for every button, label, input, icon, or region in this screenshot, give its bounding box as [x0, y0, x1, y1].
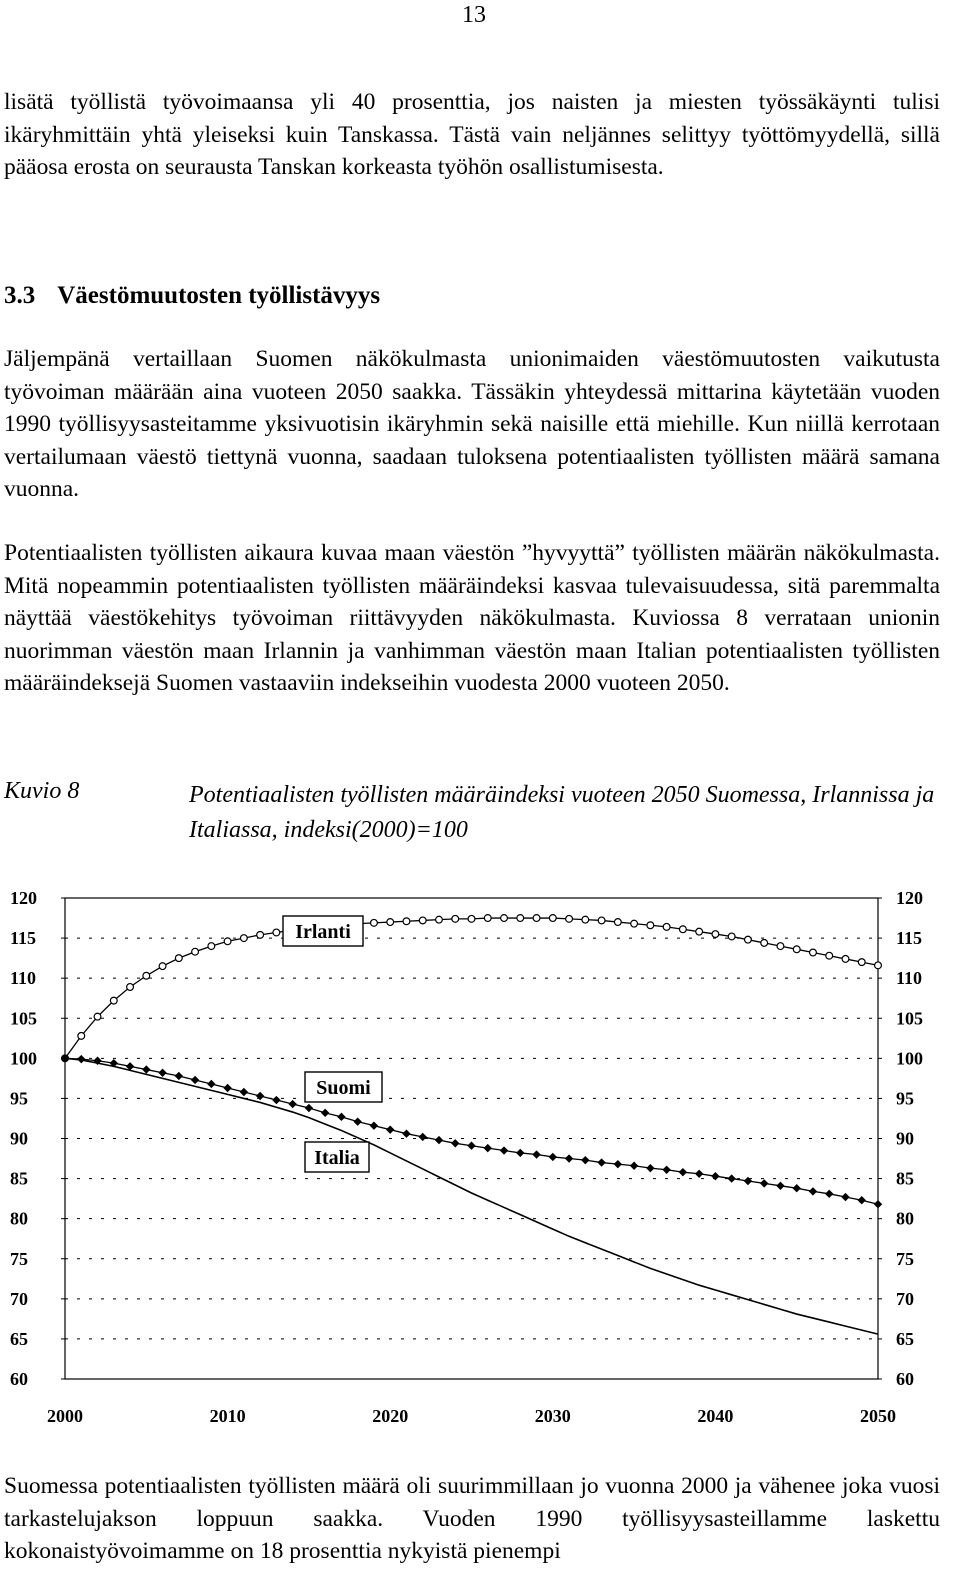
data-point-irlanti	[484, 915, 491, 922]
series-line-suomi	[65, 1058, 878, 1204]
y-tick-label-right: 75	[896, 1248, 914, 1269]
data-point-irlanti	[224, 938, 231, 945]
x-tick-label: 2020	[372, 1406, 409, 1426]
data-point-suomi	[451, 1139, 459, 1147]
y-tick-label-left: 115	[10, 928, 37, 949]
data-point-irlanti	[501, 915, 508, 922]
data-point-suomi	[809, 1187, 817, 1195]
data-point-suomi	[337, 1113, 345, 1121]
y-tick-label-right: 100	[896, 1048, 923, 1069]
data-point-irlanti	[614, 919, 621, 926]
y-tick-label-left: 100	[10, 1048, 37, 1069]
data-point-suomi	[614, 1160, 622, 1168]
data-point-suomi	[597, 1158, 605, 1166]
data-point-suomi	[841, 1193, 849, 1201]
y-tick-label-right: 80	[896, 1208, 914, 1229]
y-tick-label-right: 60	[896, 1369, 914, 1389]
page-number: 13	[462, 2, 486, 28]
data-point-suomi	[858, 1196, 866, 1204]
series-line-irlanti	[65, 918, 878, 1058]
y-tick-label-left: 110	[10, 968, 37, 989]
data-point-suomi	[711, 1172, 719, 1180]
section-heading	[4, 282, 380, 310]
intro-paragraph: lisätä työllistä työvoimaansa yli 40 prosenttia, jos naisten ja miesten työssäkäynti tulisi ikäryhmittäin yhtä yleiseksi kuin Tanskassa. Tästä vain neljännes selittyy työttömyydellä, sillä pääosa erosta on seurausta Tanskan korkeasta työhön osallistumisesta.	[4, 89, 940, 180]
data-point-irlanti	[582, 916, 589, 923]
data-point-suomi	[679, 1168, 687, 1176]
data-point-suomi	[744, 1177, 752, 1185]
data-point-irlanti	[826, 952, 833, 959]
data-point-irlanti	[631, 920, 638, 927]
data-point-irlanti	[387, 919, 394, 926]
data-point-irlanti	[761, 939, 768, 946]
data-point-irlanti	[549, 915, 556, 922]
y-tick-label-left: 105	[10, 1008, 37, 1029]
data-point-suomi	[386, 1125, 394, 1133]
x-tick-label: 2000	[47, 1406, 83, 1426]
data-point-suomi	[874, 1200, 882, 1208]
section-title: Väestömuutosten työllistävyys	[57, 282, 381, 309]
data-point-suomi	[467, 1142, 475, 1150]
data-point-suomi	[760, 1179, 768, 1187]
data-point-irlanti	[273, 929, 280, 936]
data-point-suomi	[272, 1096, 280, 1104]
data-point-irlanti	[533, 915, 540, 922]
data-point-suomi	[288, 1100, 296, 1108]
data-point-suomi	[353, 1117, 361, 1125]
data-point-irlanti	[78, 1032, 85, 1039]
line-chart	[0, 880, 960, 1445]
data-point-irlanti	[679, 926, 686, 933]
y-tick-label-left: 65	[10, 1328, 28, 1349]
chart-grid	[65, 938, 878, 1339]
data-point-irlanti	[143, 972, 150, 979]
data-point-suomi	[142, 1065, 150, 1073]
data-point-suomi	[776, 1182, 784, 1190]
data-point-suomi	[516, 1149, 524, 1157]
data-point-irlanti	[517, 915, 524, 922]
figure-title: Potentiaalisten työllisten määräindeksi vuoteen 2050 Suomessa, Irlannissa ja Italiassa, indeksi(2000)=100	[189, 782, 935, 843]
chart-labels	[283, 916, 382, 1172]
data-point-irlanti	[663, 923, 670, 930]
series-label-italia: Italia	[314, 1147, 360, 1169]
data-point-irlanti	[371, 919, 378, 926]
y-tick-label-right: 105	[896, 1008, 923, 1029]
y-tick-label-left: 85	[10, 1168, 28, 1189]
data-point-suomi	[646, 1164, 654, 1172]
data-point-suomi	[256, 1092, 264, 1100]
data-point-irlanti	[810, 949, 817, 956]
data-point-suomi	[662, 1166, 670, 1174]
data-point-irlanti	[419, 917, 426, 924]
data-point-suomi	[630, 1162, 638, 1170]
data-point-irlanti	[858, 959, 865, 966]
data-point-suomi	[419, 1133, 427, 1141]
data-point-suomi	[500, 1146, 508, 1154]
data-point-suomi	[825, 1190, 833, 1198]
data-point-irlanti	[240, 935, 247, 942]
y-tick-label-left: 70	[10, 1288, 28, 1309]
data-point-suomi	[321, 1109, 329, 1117]
data-point-irlanti	[468, 915, 475, 922]
data-point-suomi	[532, 1150, 540, 1158]
data-point-suomi	[402, 1129, 410, 1137]
x-tick-label: 2010	[209, 1406, 246, 1426]
y-tick-label-right: 85	[896, 1168, 914, 1189]
data-point-suomi	[581, 1156, 589, 1164]
y-tick-label-right: 115	[896, 928, 923, 949]
series-label-irlanti: Irlanti	[295, 921, 351, 943]
data-point-irlanti	[647, 922, 654, 929]
data-point-suomi	[175, 1072, 183, 1080]
data-point-irlanti	[728, 933, 735, 940]
series-line-italia	[65, 1058, 878, 1334]
x-tick-label: 2040	[697, 1406, 734, 1426]
data-point-irlanti	[175, 955, 182, 962]
data-point-suomi	[727, 1174, 735, 1182]
data-point-irlanti	[842, 956, 849, 963]
y-tick-label-left: 90	[10, 1128, 28, 1149]
data-point-suomi	[695, 1170, 703, 1178]
data-point-irlanti	[566, 915, 573, 922]
data-point-irlanti	[875, 962, 882, 969]
data-point-irlanti	[208, 943, 215, 950]
y-tick-label-left: 95	[10, 1088, 28, 1109]
chart-axes	[10, 888, 923, 1426]
data-point-suomi	[305, 1104, 313, 1112]
data-point-suomi	[484, 1144, 492, 1152]
data-point-suomi	[370, 1121, 378, 1129]
y-tick-label-right: 65	[896, 1328, 914, 1349]
data-point-irlanti	[793, 946, 800, 953]
y-tick-label-left: 75	[10, 1248, 28, 1269]
paragraph-3: Suomessa potentiaalisten työllisten määrä oli suurimmillaan jo vuonna 2000 ja vähenee joka vuosi tarkastelujakson loppuun saakka. Vuoden 1990 työllisyysasteillamme laskettu kokonaistyövoimamme on 18 prosenttia nykyistä pienempi	[4, 1473, 940, 1564]
data-point-irlanti	[598, 917, 605, 924]
data-point-irlanti	[127, 984, 134, 991]
data-point-suomi	[191, 1076, 199, 1084]
series-label-suomi: Suomi	[316, 1077, 371, 1099]
data-point-irlanti	[110, 997, 117, 1004]
paragraph-2: Potentiaalisten työllisten aikaura kuvaa maan väestön ”hyvyyttä” työllisten määrän näkökulmasta. Mitä nopeammin potentiaalisten työllisten määräindeksi kasvaa tulevaisuudessa, sitä paremmalta näyttää väestökehitys työvoiman riittävyyden näkökulmasta. Kuviossa 8 verrataan unionin nuorimman väestön maan Irlannin ja vanhimman väestön maan Italian potentiaalisten työllisten määräindeksejä Suomen vastaaviin indekseihin vuodesta 2000 vuoteen 2050.	[4, 540, 940, 696]
data-point-irlanti	[696, 928, 703, 935]
figure-label: Kuvio 8	[4, 778, 80, 804]
data-point-suomi	[565, 1154, 573, 1162]
data-point-irlanti	[745, 936, 752, 943]
data-point-irlanti	[712, 931, 719, 938]
data-point-irlanti	[159, 963, 166, 970]
data-point-irlanti	[777, 943, 784, 950]
data-point-suomi	[158, 1069, 166, 1077]
paragraph-1: Jäljempänä vertaillaan Suomen näkökulmasta unionimaiden väestömuutosten vaikutusta työvoiman määrään aina vuoteen 2050 saakka. Tässäkin yhteydessä mittarina käytetään vuoden 1990 työllisyysasteitamme yksivuotisin ikäryhmin sekä naisille että miehille. Kun niillä kerrotaan vertailumaan väestö tiettynä vuonna, saadaan tuloksena potentiaalisten työllisten määrä samana vuonna.	[4, 346, 940, 502]
data-point-irlanti	[192, 948, 199, 955]
y-tick-label-left: 80	[10, 1208, 28, 1229]
data-point-suomi	[240, 1088, 248, 1096]
data-point-irlanti	[452, 915, 459, 922]
y-tick-label-right: 110	[896, 968, 923, 989]
data-point-suomi	[435, 1136, 443, 1144]
y-tick-label-left: 120	[10, 888, 37, 908]
data-point-suomi	[549, 1153, 557, 1161]
section-number: 3.3	[4, 282, 36, 309]
data-point-irlanti	[94, 1013, 101, 1020]
y-tick-label-right: 90	[896, 1128, 914, 1149]
data-point-irlanti	[436, 916, 443, 923]
x-tick-label: 2030	[534, 1406, 571, 1426]
data-point-irlanti	[403, 918, 410, 925]
y-tick-label-left: 60	[10, 1369, 28, 1389]
y-tick-label-right: 95	[896, 1088, 914, 1109]
data-point-suomi	[223, 1084, 231, 1092]
data-point-suomi	[793, 1184, 801, 1192]
data-point-irlanti	[257, 931, 264, 938]
chart-series	[61, 915, 882, 1334]
y-tick-label-right: 120	[896, 888, 923, 908]
x-tick-label: 2050	[860, 1406, 896, 1426]
data-point-suomi	[207, 1080, 215, 1088]
y-tick-label-right: 70	[896, 1288, 914, 1309]
